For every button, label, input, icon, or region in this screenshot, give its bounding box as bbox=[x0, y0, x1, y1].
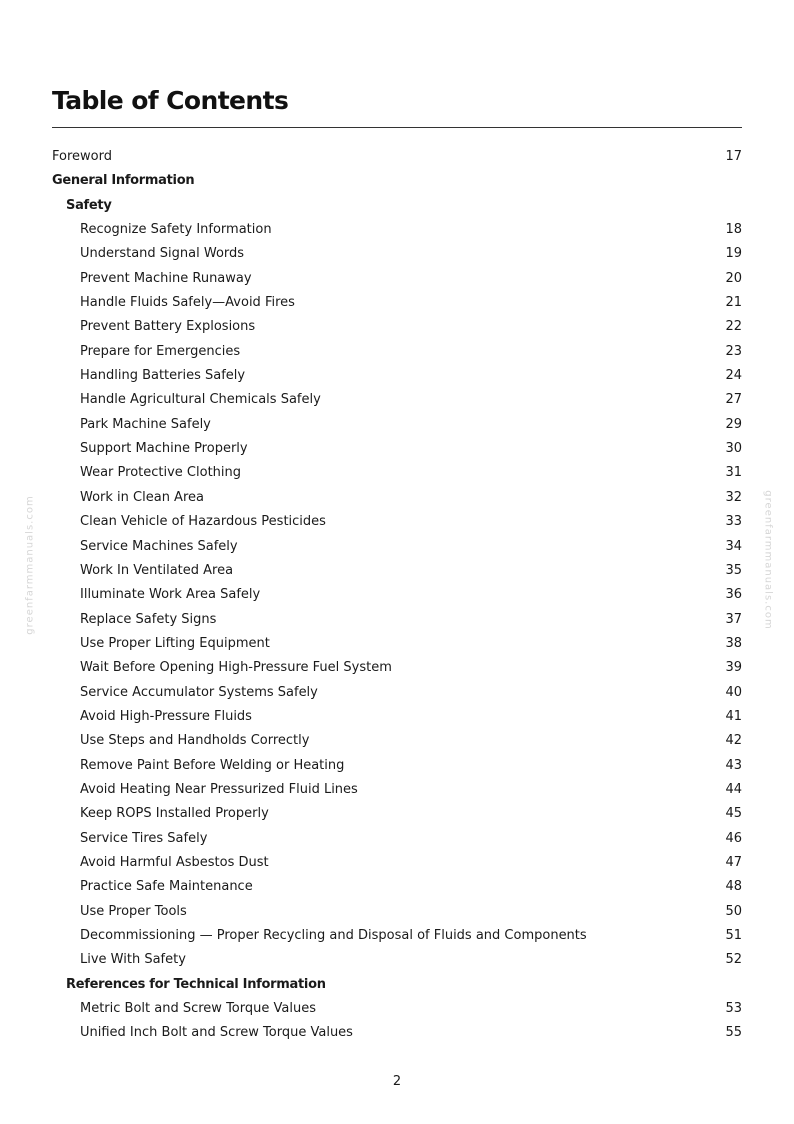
toc-entry[interactable] bbox=[52, 851, 742, 875]
toc-entry-page-number: 48 bbox=[725, 879, 742, 895]
toc-entry-title: Prevent Machine Runaway bbox=[80, 270, 252, 286]
toc-entry[interactable] bbox=[52, 437, 742, 461]
toc-entry-page-number: 19 bbox=[725, 246, 742, 262]
toc-entry-title: Metric Bolt and Screw Torque Values bbox=[80, 1001, 316, 1017]
toc-entry[interactable] bbox=[52, 315, 742, 339]
toc-entry-title: Prevent Battery Explosions bbox=[80, 319, 256, 335]
toc-entry[interactable] bbox=[52, 559, 742, 583]
toc-entry-title: Unified Inch Bolt and Screw Torque Values bbox=[80, 1025, 353, 1041]
toc-entry-title: References for Technical Information bbox=[66, 976, 326, 992]
toc-entry[interactable] bbox=[52, 510, 742, 534]
toc-entry-title: Decommissioning — Proper Recycling and Disposal of Fluids and Components bbox=[80, 928, 587, 943]
toc-entry-page-number: 40 bbox=[725, 684, 742, 700]
toc-entry-title: Wear Protective Clothing bbox=[80, 465, 242, 481]
toc-entry-title: Use Proper Lifting Equipment bbox=[80, 635, 270, 651]
toc-entry[interactable] bbox=[52, 145, 742, 169]
toc-entry[interactable] bbox=[52, 583, 742, 607]
toc-entry-page-number: 36 bbox=[725, 587, 742, 603]
toc-entry-title: Remove Paint Before Welding or Heating bbox=[80, 757, 345, 773]
toc-entry-page-number: 32 bbox=[725, 489, 742, 505]
toc-entry-title: Replace Safety Signs bbox=[80, 611, 217, 627]
toc-entry-page-number: 50 bbox=[725, 903, 742, 919]
toc-entry[interactable] bbox=[52, 632, 742, 656]
toc-entry-title: Service Accumulator Systems Safely bbox=[80, 684, 318, 700]
toc-entry[interactable] bbox=[52, 486, 742, 510]
toc-entry[interactable] bbox=[52, 802, 742, 826]
toc-entry-title: Prepare for Emergencies bbox=[80, 343, 241, 359]
toc-entry-title: Service Tires Safely bbox=[80, 830, 208, 846]
toc-entry-title: Avoid Heating Near Pressurized Fluid Lines bbox=[80, 781, 358, 797]
toc-entry[interactable] bbox=[52, 705, 742, 729]
toc-entry-page-number: 17 bbox=[725, 149, 742, 164]
toc-entry-page-number: 42 bbox=[725, 733, 742, 749]
toc-entry[interactable] bbox=[52, 948, 742, 972]
toc-entry-title: Work in Clean Area bbox=[80, 489, 204, 505]
toc-entry[interactable] bbox=[52, 388, 742, 412]
toc-entry-page-number: 44 bbox=[725, 781, 742, 797]
toc-entry-page-number: 23 bbox=[725, 343, 742, 359]
toc-entry-page-number: 47 bbox=[725, 854, 742, 870]
toc-entry[interactable] bbox=[52, 681, 742, 705]
toc-entry-title: Work In Ventilated Area bbox=[80, 562, 234, 578]
toc-entry-page-number: 53 bbox=[725, 1001, 742, 1017]
toc-entry-page-number: 29 bbox=[725, 416, 742, 432]
toc-entry[interactable] bbox=[52, 267, 742, 291]
toc-entry-page-number: 51 bbox=[725, 928, 742, 943]
toc-entry-page-number: 39 bbox=[725, 660, 742, 676]
toc-entry-page-number: 33 bbox=[725, 514, 742, 530]
toc-entry-page-number: 35 bbox=[725, 562, 742, 578]
toc-entry-page-number: 37 bbox=[725, 611, 742, 627]
toc-entry-page-number: 43 bbox=[725, 757, 742, 773]
toc-entry-title: Park Machine Safely bbox=[80, 416, 211, 432]
watermark-left: greenfarmmanuals.com bbox=[24, 495, 36, 635]
toc-entry-title: Handle Fluids Safely—Avoid Fires bbox=[80, 295, 295, 311]
toc-entry[interactable] bbox=[52, 754, 742, 778]
toc-entry-title: Foreword bbox=[52, 149, 112, 164]
toc-entry-page-number: 27 bbox=[725, 392, 742, 408]
toc-section-heading bbox=[52, 169, 742, 193]
toc-entry-page-number: 41 bbox=[725, 708, 742, 724]
toc-entry[interactable] bbox=[52, 218, 742, 242]
toc-entry-title: Understand Signal Words bbox=[80, 246, 245, 262]
toc-entry-page-number: 45 bbox=[725, 806, 742, 822]
toc-entry-title: Support Machine Properly bbox=[80, 441, 248, 457]
toc-entry-title: General Information bbox=[52, 173, 195, 189]
toc-entry[interactable] bbox=[52, 875, 742, 899]
toc-entry-title: Handling Batteries Safely bbox=[80, 368, 246, 384]
toc-entry[interactable] bbox=[52, 461, 742, 485]
toc-entry-page-number: 30 bbox=[725, 441, 742, 457]
toc-entry[interactable] bbox=[52, 778, 742, 802]
toc-entry-page-number: 34 bbox=[725, 538, 742, 554]
toc-entry-page-number: 24 bbox=[725, 368, 742, 384]
watermark-right: greenfarmmanuals.com bbox=[762, 490, 774, 630]
toc-entry-title: Recognize Safety Information bbox=[80, 222, 272, 238]
toc-entry-title: Use Steps and Handholds Correctly bbox=[80, 733, 310, 749]
toc-entry-title: Live With Safety bbox=[80, 952, 186, 968]
toc-entry-page-number: 38 bbox=[725, 635, 742, 651]
toc-entry-title: Service Machines Safely bbox=[80, 538, 238, 554]
toc-entry[interactable] bbox=[52, 340, 742, 364]
toc-section-heading bbox=[52, 194, 742, 218]
toc-entry[interactable] bbox=[52, 364, 742, 388]
toc-entry-page-number: 22 bbox=[725, 319, 742, 335]
toc-entry[interactable] bbox=[52, 242, 742, 266]
toc-entry-page-number: 52 bbox=[725, 952, 742, 968]
toc-entry-page-number: 21 bbox=[725, 295, 742, 311]
toc-entry-page-number: 20 bbox=[725, 270, 742, 286]
toc-entry-title: Handle Agricultural Chemicals Safely bbox=[80, 392, 321, 408]
toc-entry[interactable] bbox=[52, 656, 742, 680]
toc-entry-title: Avoid High-Pressure Fluids bbox=[80, 708, 252, 724]
toc-entry[interactable] bbox=[52, 291, 742, 315]
toc-entry-title: Illuminate Work Area Safely bbox=[80, 587, 261, 603]
title-divider bbox=[52, 127, 742, 128]
page-number: 2 bbox=[392, 1074, 402, 1089]
toc-entry-title: Clean Vehicle of Hazardous Pesticides bbox=[80, 514, 326, 530]
toc-entry-title: Use Proper Tools bbox=[80, 903, 187, 919]
toc-entry-title: Practice Safe Maintenance bbox=[80, 879, 253, 895]
toc-entry-page-number: 46 bbox=[725, 830, 742, 846]
toc-entry-title: Wait Before Opening High-Pressure Fuel System bbox=[80, 660, 392, 676]
toc-entry-title: Keep ROPS Installed Properly bbox=[80, 806, 269, 822]
toc-entry-title: Avoid Harmful Asbestos Dust bbox=[80, 854, 269, 870]
page-title: Table of Contents bbox=[52, 86, 289, 115]
toc-entry[interactable] bbox=[52, 1021, 742, 1045]
toc-entry[interactable] bbox=[52, 827, 742, 851]
toc-entry[interactable] bbox=[52, 997, 742, 1021]
toc-entry[interactable] bbox=[52, 413, 742, 437]
table-of-contents bbox=[52, 145, 742, 1046]
toc-entry-page-number: 31 bbox=[725, 465, 742, 481]
toc-section-heading bbox=[52, 973, 742, 997]
toc-entry-title: Safety bbox=[66, 197, 112, 213]
toc-entry[interactable] bbox=[52, 900, 742, 924]
toc-entry[interactable] bbox=[52, 608, 742, 632]
toc-entry-page-number: 18 bbox=[725, 222, 742, 238]
toc-entry[interactable] bbox=[52, 535, 742, 559]
toc-entry[interactable] bbox=[52, 729, 742, 753]
toc-entry-page-number: 55 bbox=[725, 1025, 742, 1041]
toc-entry[interactable] bbox=[52, 924, 742, 948]
